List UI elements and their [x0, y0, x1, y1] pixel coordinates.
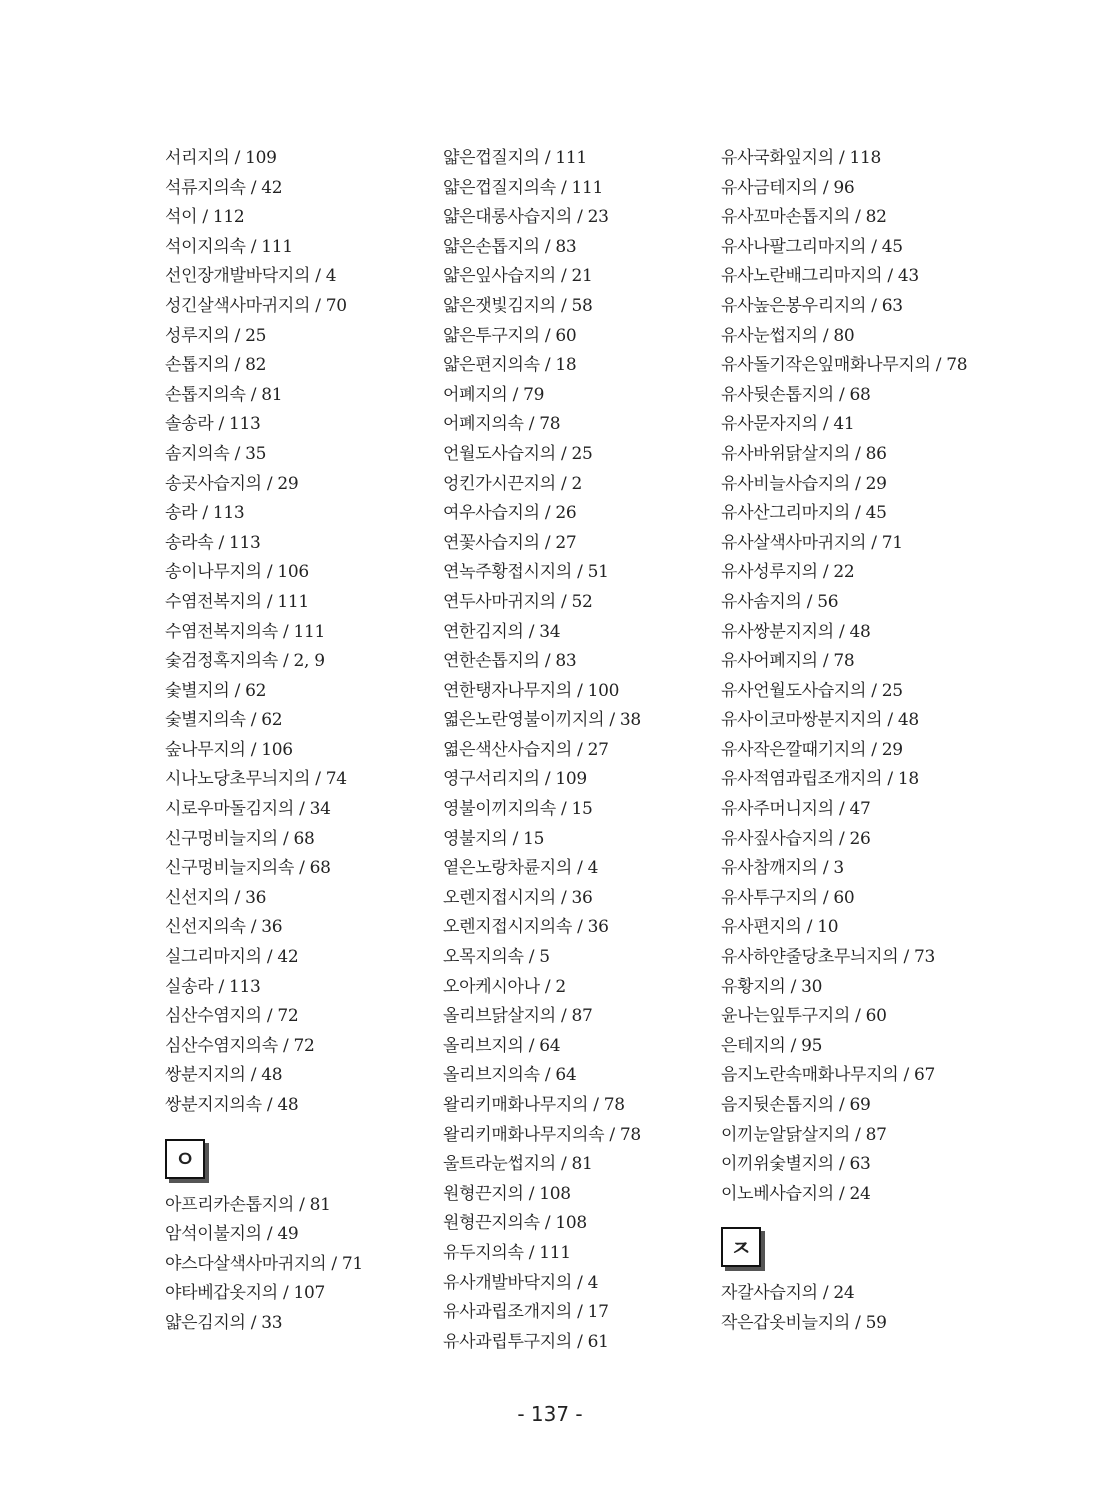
index-entry: 얇은편지의속 / 18	[443, 355, 577, 376]
index-entry: 원형끈지의 / 108	[443, 1183, 571, 1204]
index-entry: 손톱지의 / 82	[165, 355, 267, 376]
section-letter-box: ㅇ	[165, 1139, 205, 1179]
index-entry: 이끼눈알닭살지의 / 87	[721, 1124, 887, 1145]
index-entry: 오목지의속 / 5	[443, 947, 550, 968]
index-entry: 왈리키매화나무지의속 / 78	[443, 1124, 641, 1145]
index-entry: 유사문자지의 / 41	[721, 414, 855, 435]
index-entry: 자갈사습지의 / 24	[721, 1283, 855, 1304]
index-entry: 유사비늘사습지의 / 29	[721, 473, 887, 494]
index-entry: 오렌지접시지의 / 36	[443, 887, 593, 908]
index-entry: 석류지의속 / 42	[165, 177, 283, 198]
index-column-3	[721, 144, 1051, 1339]
index-column-2	[443, 144, 743, 1357]
index-entry: 어폐지의속 / 78	[443, 414, 561, 435]
index-entry: 얇은대롱사습지의 / 23	[443, 207, 609, 228]
index-entry: 유사어폐지의 / 78	[721, 651, 855, 672]
index-entry: 얇은손톱지의 / 83	[443, 236, 577, 257]
index-entry: 심산수염지의속 / 72	[165, 1035, 315, 1056]
index-entry: 유사하얀줄당초무늬지의 / 73	[721, 947, 936, 968]
index-entry: 유사돌기작은잎매화나무지의 / 78	[721, 355, 968, 376]
index-entry: 유사산그리마지의 / 45	[721, 503, 887, 524]
index-entry: 유사편지의 / 10	[721, 917, 839, 938]
index-entry: 어폐지의 / 79	[443, 384, 545, 405]
index-entry: 오렌지접시지의속 / 36	[443, 917, 609, 938]
index-entry: 유사꼬마손톱지의 / 82	[721, 207, 887, 228]
index-entry: 수염전복지의 / 111	[165, 591, 309, 612]
index-entry: 연한손톱지의 / 83	[443, 651, 577, 672]
index-entry: 유사개발바닥지의 / 4	[443, 1272, 599, 1293]
index-entry: 심산수염지의 / 72	[165, 1006, 299, 1027]
index-entry: 유황지의 / 30	[721, 976, 823, 997]
index-entry: 유사뒷손톱지의 / 68	[721, 384, 871, 405]
index-entry: 울트라눈썹지의 / 81	[443, 1154, 593, 1175]
index-entry: 유사언월도사습지의 / 25	[721, 680, 903, 701]
index-entry: 엉킨가시끈지의 / 2	[443, 473, 583, 494]
index-entry: 유사적염과립조개지의 / 18	[721, 769, 919, 790]
page-number: - 137 -	[517, 1402, 583, 1426]
index-entry: 성루지의 / 25	[165, 325, 267, 346]
index-entry: 유사과립조개지의 / 17	[443, 1302, 609, 1323]
index-entry: 숯별지의 / 62	[165, 680, 267, 701]
index-entry: 원형끈지의속 / 108	[443, 1213, 587, 1234]
index-entry: 유사솜지의 / 56	[721, 591, 839, 612]
index-entry: 송곳사습지의 / 29	[165, 473, 299, 494]
index-entry: 유두지의속 / 111	[443, 1242, 571, 1263]
index-entry: 신구멍비늘지의속 / 68	[165, 858, 331, 879]
index-entry: 유사노란배그리마지의 / 43	[721, 266, 919, 287]
index-entry: 음지뒷손톱지의 / 69	[721, 1095, 871, 1115]
index-entry: 유사국화잎지의 / 118	[721, 148, 882, 168]
index-entry: 손톱지의속 / 81	[165, 384, 283, 405]
index-entry: 얇은잿빛김지의 / 58	[443, 295, 593, 316]
index-entry: 유사성루지의 / 22	[721, 562, 855, 583]
index-entry: 유사이코마쌍분지지의 / 48	[721, 710, 919, 731]
index-entry: 유사금테지의 / 96	[721, 177, 855, 198]
index-entry: 신선지의 / 36	[165, 887, 267, 908]
index-entry: 숯별지의속 / 62	[165, 710, 283, 731]
index-entry: 연꽃사습지의 / 27	[443, 532, 577, 553]
index-entry: 연한김지의 / 34	[443, 621, 561, 642]
index-entry: 쌍분지지의속 / 48	[165, 1095, 299, 1115]
index-entry: 얇은껍질지의속 / 111	[443, 177, 604, 198]
index-entry: 얇은잎사습지의 / 21	[443, 266, 593, 287]
index-entry: 야스다살색사마귀지의 / 71	[165, 1253, 363, 1274]
index-entry: 영구서리지의 / 109	[443, 769, 587, 790]
index-entry: 이끼위숯별지의 / 63	[721, 1154, 871, 1175]
index-entry: 유사과립투구지의 / 61	[443, 1331, 609, 1352]
index-entry: 솔송라 / 113	[165, 414, 261, 435]
index-entry: 유사쌍분지지의 / 48	[721, 621, 871, 642]
index-entry: 오아케시아나 / 2	[443, 976, 566, 997]
index-entry: 유사짚사습지의 / 26	[721, 828, 871, 849]
index-entry: 아프리카손톱지의 / 81	[165, 1194, 331, 1215]
index-entry: 송라 / 113	[165, 503, 245, 524]
index-entry: 올리브닭살지의 / 87	[443, 1006, 593, 1027]
index-entry: 서리지의 / 109	[165, 148, 277, 168]
section-letter-box: ㅈ	[721, 1227, 761, 1267]
index-entry: 유사투구지의 / 60	[721, 887, 855, 908]
index-entry: 연두사마귀지의 / 52	[443, 591, 593, 612]
index-entry: 실송라 / 113	[165, 976, 261, 997]
index-entry: 신선지의속 / 36	[165, 917, 283, 938]
index-entry: 석이지의속 / 111	[165, 236, 293, 257]
index-entry: 얇은껍질지의 / 111	[443, 148, 587, 168]
index-entry: 야타베갑옷지의 / 107	[165, 1283, 326, 1304]
index-entry: 암석이불지의 / 49	[165, 1224, 299, 1245]
index-entry: 유사작은깔때기지의 / 29	[721, 739, 903, 760]
index-entry: 엷은노란영불이끼지의 / 38	[443, 710, 641, 731]
index-entry: 유사나팔그리마지의 / 45	[721, 236, 903, 257]
index-entry: 쌍분지지의 / 48	[165, 1065, 283, 1086]
index-entry: 영불지의 / 15	[443, 828, 545, 849]
index-entry: 유사눈썹지의 / 80	[721, 325, 855, 346]
index-entry: 신구멍비늘지의 / 68	[165, 828, 315, 849]
index-entry: 송이나무지의 / 106	[165, 562, 309, 583]
index-entry: 송라속 / 113	[165, 532, 261, 553]
index-entry: 솜지의속 / 35	[165, 443, 267, 464]
index-entry: 석이 / 112	[165, 207, 245, 228]
index-entry: 유사살색사마귀지의 / 71	[721, 532, 903, 553]
index-entry: 시나노당초무늬지의 / 74	[165, 769, 347, 790]
index-entry: 작은갑옷비늘지의 / 59	[721, 1312, 887, 1333]
index-entry: 유사참깨지의 / 3	[721, 858, 844, 879]
index-entry: 얇은투구지의 / 60	[443, 325, 577, 346]
index-entry: 성긴살색사마귀지의 / 70	[165, 295, 347, 316]
index-entry: 왈리키매화나무지의 / 78	[443, 1095, 625, 1115]
index-entry: 영불이끼지의속 / 15	[443, 799, 593, 820]
index-entry: 이노베사습지의 / 24	[721, 1183, 871, 1204]
index-entry: 연한탱자나무지의 / 100	[443, 680, 620, 701]
index-entry: 실그리마지의 / 42	[165, 947, 299, 968]
index-entry: 올리브지의 / 64	[443, 1035, 561, 1056]
index-entry: 유사바위닭살지의 / 86	[721, 443, 887, 464]
index-entry: 은테지의 / 95	[721, 1035, 823, 1056]
index-entry: 여우사습지의 / 26	[443, 503, 577, 524]
index-entry: 음지노란속매화나무지의 / 67	[721, 1065, 936, 1086]
index-entry: 윤나는잎투구지의 / 60	[721, 1006, 887, 1027]
index-entry: 숯검정혹지의속 / 2, 9	[165, 651, 325, 672]
index-column-1	[165, 144, 465, 1339]
index-entry: 유사높은봉우리지의 / 63	[721, 295, 903, 316]
index-entry: 얇은김지의 / 33	[165, 1312, 283, 1333]
index-entry: 유사주머니지의 / 47	[721, 799, 871, 820]
index-entry: 엷은색산사습지의 / 27	[443, 739, 609, 760]
index-entry: 올리브지의속 / 64	[443, 1065, 577, 1086]
index-entry: 수염전복지의속 / 111	[165, 621, 326, 642]
index-entry: 언월도사습지의 / 25	[443, 443, 593, 464]
index-entry: 숲나무지의 / 106	[165, 739, 293, 760]
index-entry: 선인장개발바닥지의 / 4	[165, 266, 337, 287]
index-entry: 연녹주황접시지의 / 51	[443, 562, 609, 583]
index-entry: 시로우마돌김지의 / 34	[165, 799, 331, 820]
index-entry: 옅은노랑차륜지의 / 4	[443, 858, 599, 879]
